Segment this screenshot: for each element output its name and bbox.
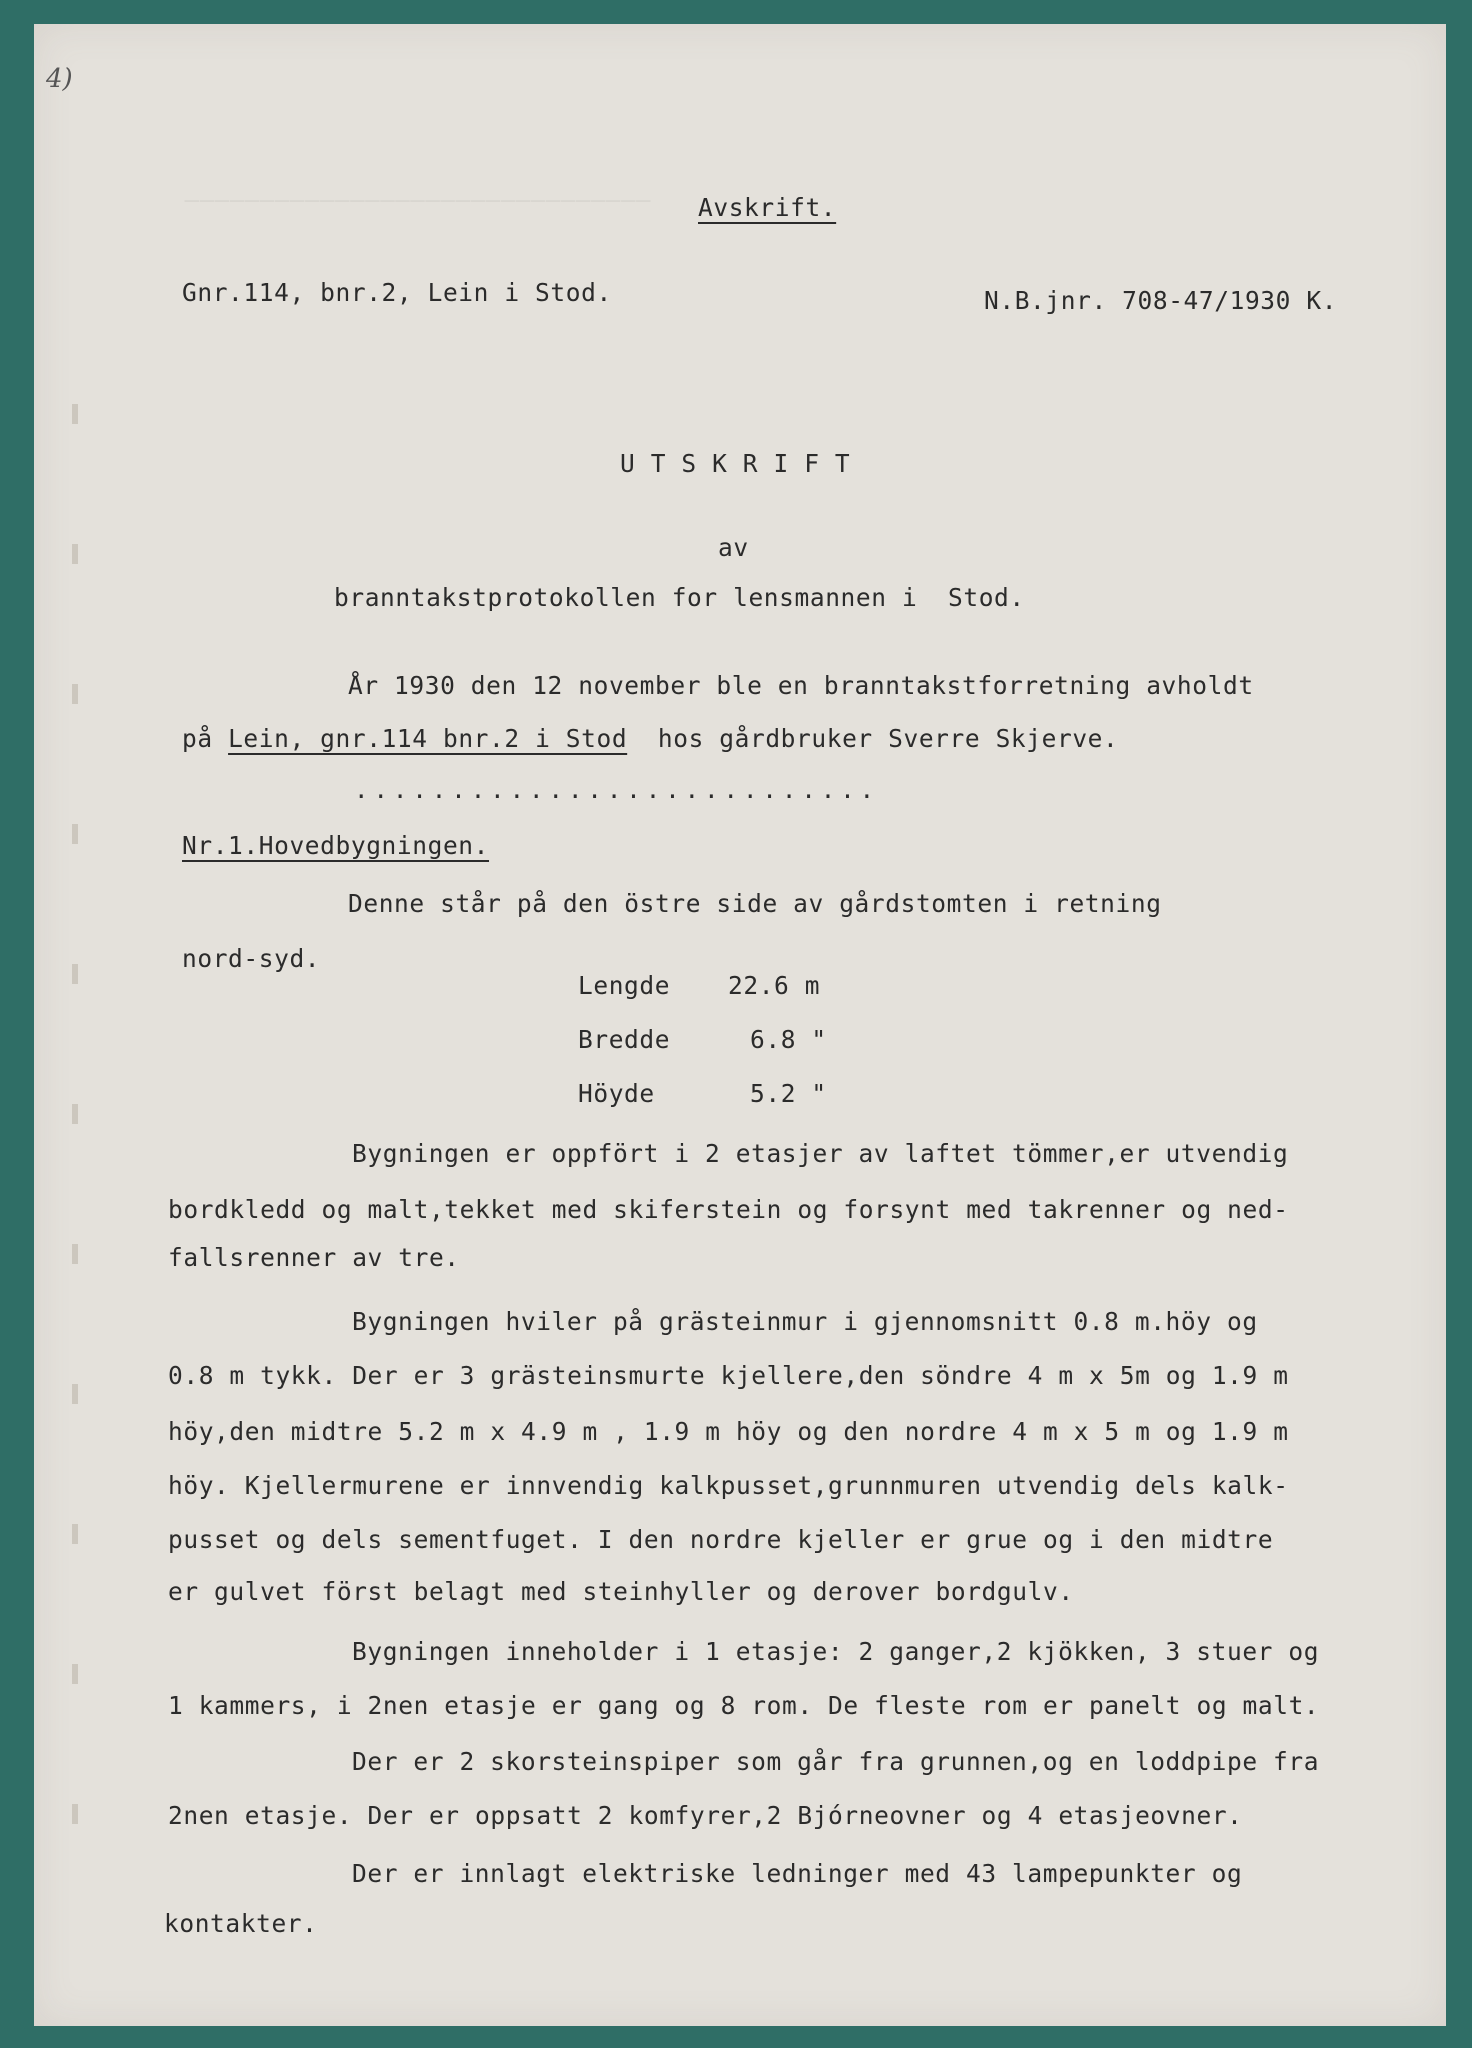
reference-left: Gnr.114, bnr.2, Lein i Stod. bbox=[182, 278, 612, 307]
body-line-11: 1 kammers, i 2nen etasje er gang og 8 rom. De fleste rom er panelt og malt. bbox=[168, 1691, 1320, 1720]
body-line-7: höy. Kjellermurene er innvendig kalkpusset,grunnmuren utvendig dels kalk- bbox=[168, 1471, 1289, 1500]
dimension-value-length: 22.6 m bbox=[728, 971, 821, 1000]
heading-title: U T S K R I F T bbox=[620, 449, 851, 478]
section-line-2: nord-syd. bbox=[182, 944, 321, 973]
body-line-15: kontakter. bbox=[164, 1909, 318, 1938]
body-line-14: Der er innlagt elektriske ledninger med 43 lampepunkter og bbox=[352, 1859, 1243, 1888]
document-page bbox=[34, 24, 1446, 2026]
heading-sub-protocol: branntakstprotokollen for lensmannen i Stod. bbox=[334, 583, 1025, 612]
intro-line-2 bbox=[182, 724, 1119, 753]
intro-line-1: År 1930 den 12 november ble en branntakstforretning avholdt bbox=[348, 671, 1254, 700]
section-line-1: Denne står på den östre side av gårdstomten i retning bbox=[348, 889, 1162, 918]
dotted-separator: ........................... bbox=[354, 776, 880, 804]
intro-suffix: hos gårdbruker Sverre Skjerve. bbox=[627, 724, 1119, 753]
intro-place: Lein, gnr.114 bnr.2 i Stod bbox=[228, 724, 628, 753]
dimension-label-length: Lengde bbox=[578, 971, 671, 1000]
reference-right: N.B.jnr. 708-47/1930 K. bbox=[984, 286, 1338, 315]
dimension-label-height: Höyde bbox=[578, 1079, 655, 1108]
bleed-through-text: _______________________________ bbox=[184, 174, 651, 202]
dimension-value-height: 5.2 " bbox=[750, 1079, 827, 1108]
body-line-13: 2nen etasje. Der er oppsatt 2 komfyrer,2 Bjórneovner og 4 etasjeovner. bbox=[168, 1801, 1243, 1830]
dimension-label-width: Bredde bbox=[578, 1025, 671, 1054]
body-line-12: Der er 2 skorsteinspiper som går fra grunnen,og en loddpipe fra bbox=[352, 1747, 1320, 1776]
intro-prefix: på bbox=[182, 724, 229, 753]
body-line-5: 0.8 m tykk. Der er 3 grästeinsmurte kjellere,den söndre 4 m x 5m og 1.9 m bbox=[168, 1361, 1289, 1390]
dimension-value-width: 6.8 " bbox=[750, 1025, 827, 1054]
heading-sub-av: av bbox=[718, 533, 749, 562]
body-line-8: pusset og dels sementfuget. I den nordre kjeller er grue og i den midtre bbox=[168, 1525, 1274, 1554]
margin-mark: 4) bbox=[46, 64, 73, 94]
body-line-9: er gulvet först belagt med steinhyller og derover bordgulv. bbox=[168, 1577, 1074, 1606]
body-line-1: Bygningen er oppfört i 2 etasjer av laftet tömmer,er utvendig bbox=[352, 1139, 1289, 1168]
margin-shadow bbox=[72, 344, 78, 1944]
body-line-4: Bygningen hviler på grästeinmur i gjennomsnitt 0.8 m.höy og bbox=[352, 1307, 1258, 1336]
body-line-6: höy,den midtre 5.2 m x 4.9 m , 1.9 m höy og den nordre 4 m x 5 m og 1.9 m bbox=[168, 1417, 1289, 1446]
body-line-3: fallsrenner av tre. bbox=[168, 1243, 460, 1272]
body-line-2: bordkledd og malt,tekket med skiferstein og forsynt med takrenner og ned- bbox=[168, 1195, 1289, 1224]
body-line-10: Bygningen inneholder i 1 etasje: 2 ganger,2 kjökken, 3 stuer og bbox=[352, 1637, 1320, 1666]
document-title: Avskrift. bbox=[698, 193, 837, 222]
section-title: Nr.1.Hovedbygningen. bbox=[182, 831, 490, 860]
